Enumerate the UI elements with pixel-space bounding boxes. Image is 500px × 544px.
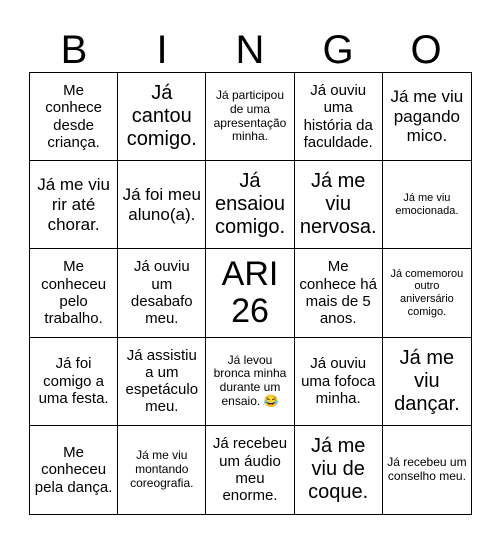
bingo-cell-r2c5[interactable]: Já me viu emocionada. (383, 161, 471, 249)
bingo-cell-r1c2[interactable]: Já cantou comigo. (118, 73, 206, 161)
header-letter-i: I (156, 28, 168, 72)
bingo-free-space[interactable]: ARI 26 (206, 249, 294, 337)
bingo-grid (30, 73, 471, 514)
bingo-cell-r5c2[interactable]: Já me viu montando coreografia. (118, 426, 206, 514)
bingo-cell-r4c1[interactable]: Já foi comigo a uma festa. (30, 338, 118, 426)
bingo-cell-r1c3[interactable]: Já participou de uma apresentação minha. (206, 73, 294, 161)
bingo-cell-r3c1[interactable]: Me conheceu pelo trabalho. (30, 249, 118, 337)
bingo-cell-r3c5[interactable]: Já comemorou outro aniversário comigo. (383, 249, 471, 337)
bingo-board (29, 72, 472, 515)
bingo-cell-r3c2[interactable]: Já ouviu um desabafo meu. (118, 249, 206, 337)
bingo-cell-r3c4[interactable]: Me conhece há mais de 5 anos. (295, 249, 383, 337)
header-letter-o: O (410, 28, 442, 72)
bingo-cell-r4c2[interactable]: Já assistiu a um espetáculo meu. (118, 338, 206, 426)
bingo-cell-r2c3[interactable]: Já ensaiou comigo. (206, 161, 294, 249)
bingo-cell-r5c3[interactable]: Já recebeu um áudio meu enorme. (206, 426, 294, 514)
bingo-cell-r1c1[interactable]: Me conhece desde criança. (30, 73, 118, 161)
header-letter-g: G (322, 28, 354, 72)
header-letter-b: B (60, 28, 88, 72)
bingo-cell-r1c5[interactable]: Já me viu pagando mico. (383, 73, 471, 161)
header-letter-n: N (235, 28, 265, 72)
bingo-cell-r4c4[interactable]: Já ouviu uma fofoca minha. (295, 338, 383, 426)
bingo-cell-r1c4[interactable]: Já ouviu uma história da faculdade. (295, 73, 383, 161)
bingo-cell-r5c4[interactable]: Já me viu de coque. (295, 426, 383, 514)
bingo-cell-r2c1[interactable]: Já me viu rir até chorar. (30, 161, 118, 249)
bingo-cell-r4c5[interactable]: Já me viu dançar. (383, 338, 471, 426)
bingo-cell-r4c3[interactable]: Já levou bronca minha durante um ensaio. 😂 (206, 338, 294, 426)
bingo-cell-r2c2[interactable]: Já foi meu aluno(a). (118, 161, 206, 249)
bingo-cell-r5c1[interactable]: Me conheceu pela dança. (30, 426, 118, 514)
bingo-header (30, 26, 470, 74)
bingo-cell-r5c5[interactable]: Já recebeu um conselho meu. (387, 455, 467, 483)
bingo-cell-r2c4[interactable]: Já me viu nervosa. (295, 161, 383, 249)
